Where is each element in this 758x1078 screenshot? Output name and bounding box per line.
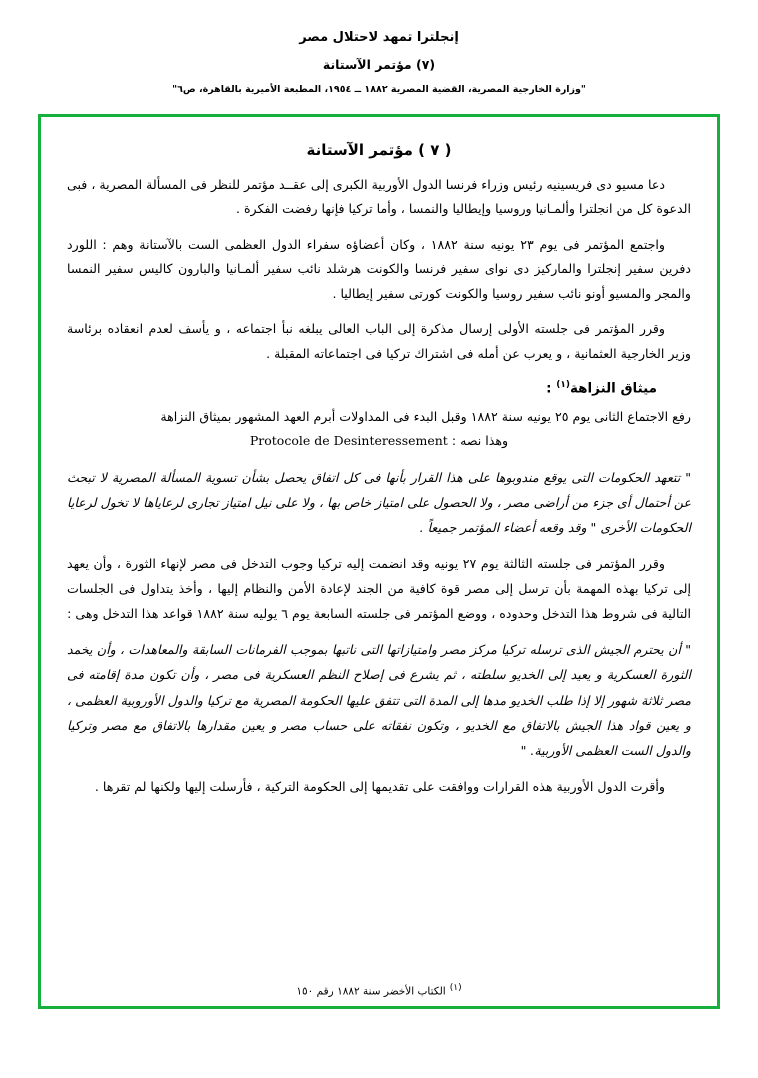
page-subtitle: (٧) مؤتمر الآستانة	[322, 56, 436, 72]
footnote	[67, 983, 691, 998]
paragraph-text: رفع الاجتماع الثانى يوم ٢٥ يونيه سنة ١٨٨٢ وقبل البدء فى المداولات أبرم العهد المشهور بميثاق النزاهة	[160, 408, 691, 424]
bordered-content-frame	[38, 114, 720, 1009]
protocol-tail-text: وهذا نصه :	[451, 433, 509, 449]
paragraph: واجتمع المؤتمر فى يوم ٢٣ يونيه سنة ١٨٨٢ ، وكان أعضاؤه سفراء الدول العظمى الست بالآستانة وهم : اللورد دفرين سفير إنجلترا والماركيز دى نواى سفير فرنسا والكونت هرشلد نائب سفير ألمـانيا والبارون كاليس سفير النمسا والمجر والمسيو أونو نائب سفير روسيا والكونت كورتى سفير إيطاليا .	[67, 236, 691, 301]
protocol-title-line	[67, 429, 691, 454]
paragraph: وأقرت الدول الأوربية هذه القرارات ووافقت على تقديمها إلى الحكومة التركية ، فأرسلت إليها ولكنها لم تقرها .	[94, 779, 665, 795]
footnote-reference: (١)	[556, 380, 570, 391]
section-heading: ( ٧ ) مؤتمر الآستانة	[306, 140, 452, 159]
footnote-text: الكتاب الأخضر سنة ١٨٨٢ رقم ١٥٠	[296, 985, 446, 998]
quoted-text: " أن يحترم الجيش الذى ترسله تركيا مركز مصر وامتيازاتها التى ناتبها بموجب الفرمانات السابقة والمعاهدات ، وأن يخمد الثورة العسكرية و يعيد إلى الخديو سلطته ، ثم يشرع فى إصلاح النظم العسكرية فى مصر ، وأن تكون مدة إقامته فى مصر ثلاثة شهور إلا إذا طلب الخديو مدها إلى المدة التى تتفق عليها الحكومة المصرية مع تركيا والدول الأوروبية العظمى ، و يعين قواد هذا الجيش بالاتفاق مع الخديو ، وتكون نفقاته على حساب مصر و يعين مقدارها بالاتفاق مع مصر وتركيا والدول الست العظمى الأوربية. "	[67, 642, 691, 758]
paragraph: وقرر المؤتمر فى جلسته الأولى إرسال مذكرة إلى الباب العالى يبلغه نبأ اجتماعه ، و يأسف لعدم انعقاده برئاسة وزير الخارجية العثمانية ، و يعرب عن أمله فى اشتراك تركيا فى اجتماعاته المقبلة .	[67, 321, 691, 361]
paragraph: وقرر المؤتمر فى جلسته الثالثة يوم ٢٧ يونيه وقد انضمت إليه تركيا وجوب التدخل فى مصر لإنهاء الثورة ، وأن يعهد إلى تركيا بهذه المهمة بأن ترسل إلى مصر قوة كافية من الجند لإعادة الأمن والنظام إليها ، وأخذ يتداول فى الجلسات التالية فى شروط هذا التدخل وحدوده ، ووضع المؤتمر فى جلسته السابعة يوم ٦ يوليه سنة ١٨٨٢ قواعد هذا التدخل وهى :	[67, 556, 691, 621]
page-title: إنجلترا تمهد لاحتلال مصر	[299, 30, 459, 45]
paragraph: دعا مسيو دى فريسينيه رئيس وزراء فرنسا الدول الأوربية الكبرى إلى عقــد مؤتمر للنظر فى المسألة المصرية ، فبى الدعوة كل من انجلترا وألمـانيا وروسيا وإيطاليا والنمسا ، وأما تركيا فإنها رفضت الفكرة .	[67, 176, 691, 217]
document-header	[38, 28, 720, 98]
subsection-heading	[67, 380, 657, 397]
quoted-text: " تتعهد الحكومات التى يوقع مندوبوها على هذا القرار بأنها فى كل اتفاق يحصل بشأن تسوية المسألة المصرية لا تبحث عن أحتمال أى جزء من أراضى مصر ، ولا الحصول على امتياز خاص بها ، ولا على نيل امتياز تجارى لرعاياها لا تخول لرعايا الحكومات الأخرى " وقد وقعه أعضاء المؤتمر جميعاً .	[67, 469, 691, 536]
subsection-heading-colon: :	[546, 380, 552, 397]
paragraph	[67, 405, 691, 454]
subsection-heading-text: ميثاق النزاهة	[570, 380, 657, 397]
source-citation: "وزارة الخارجية المصرية، القضية المصرية ١٨٨٢ ــ ١٩٥٤، المطبعة الأميرية بالقاهرة، ص٦"	[172, 84, 586, 96]
footnote-marker: (١)	[449, 983, 462, 993]
protocol-latin-title: Protocole de Desinteressement	[249, 433, 448, 449]
